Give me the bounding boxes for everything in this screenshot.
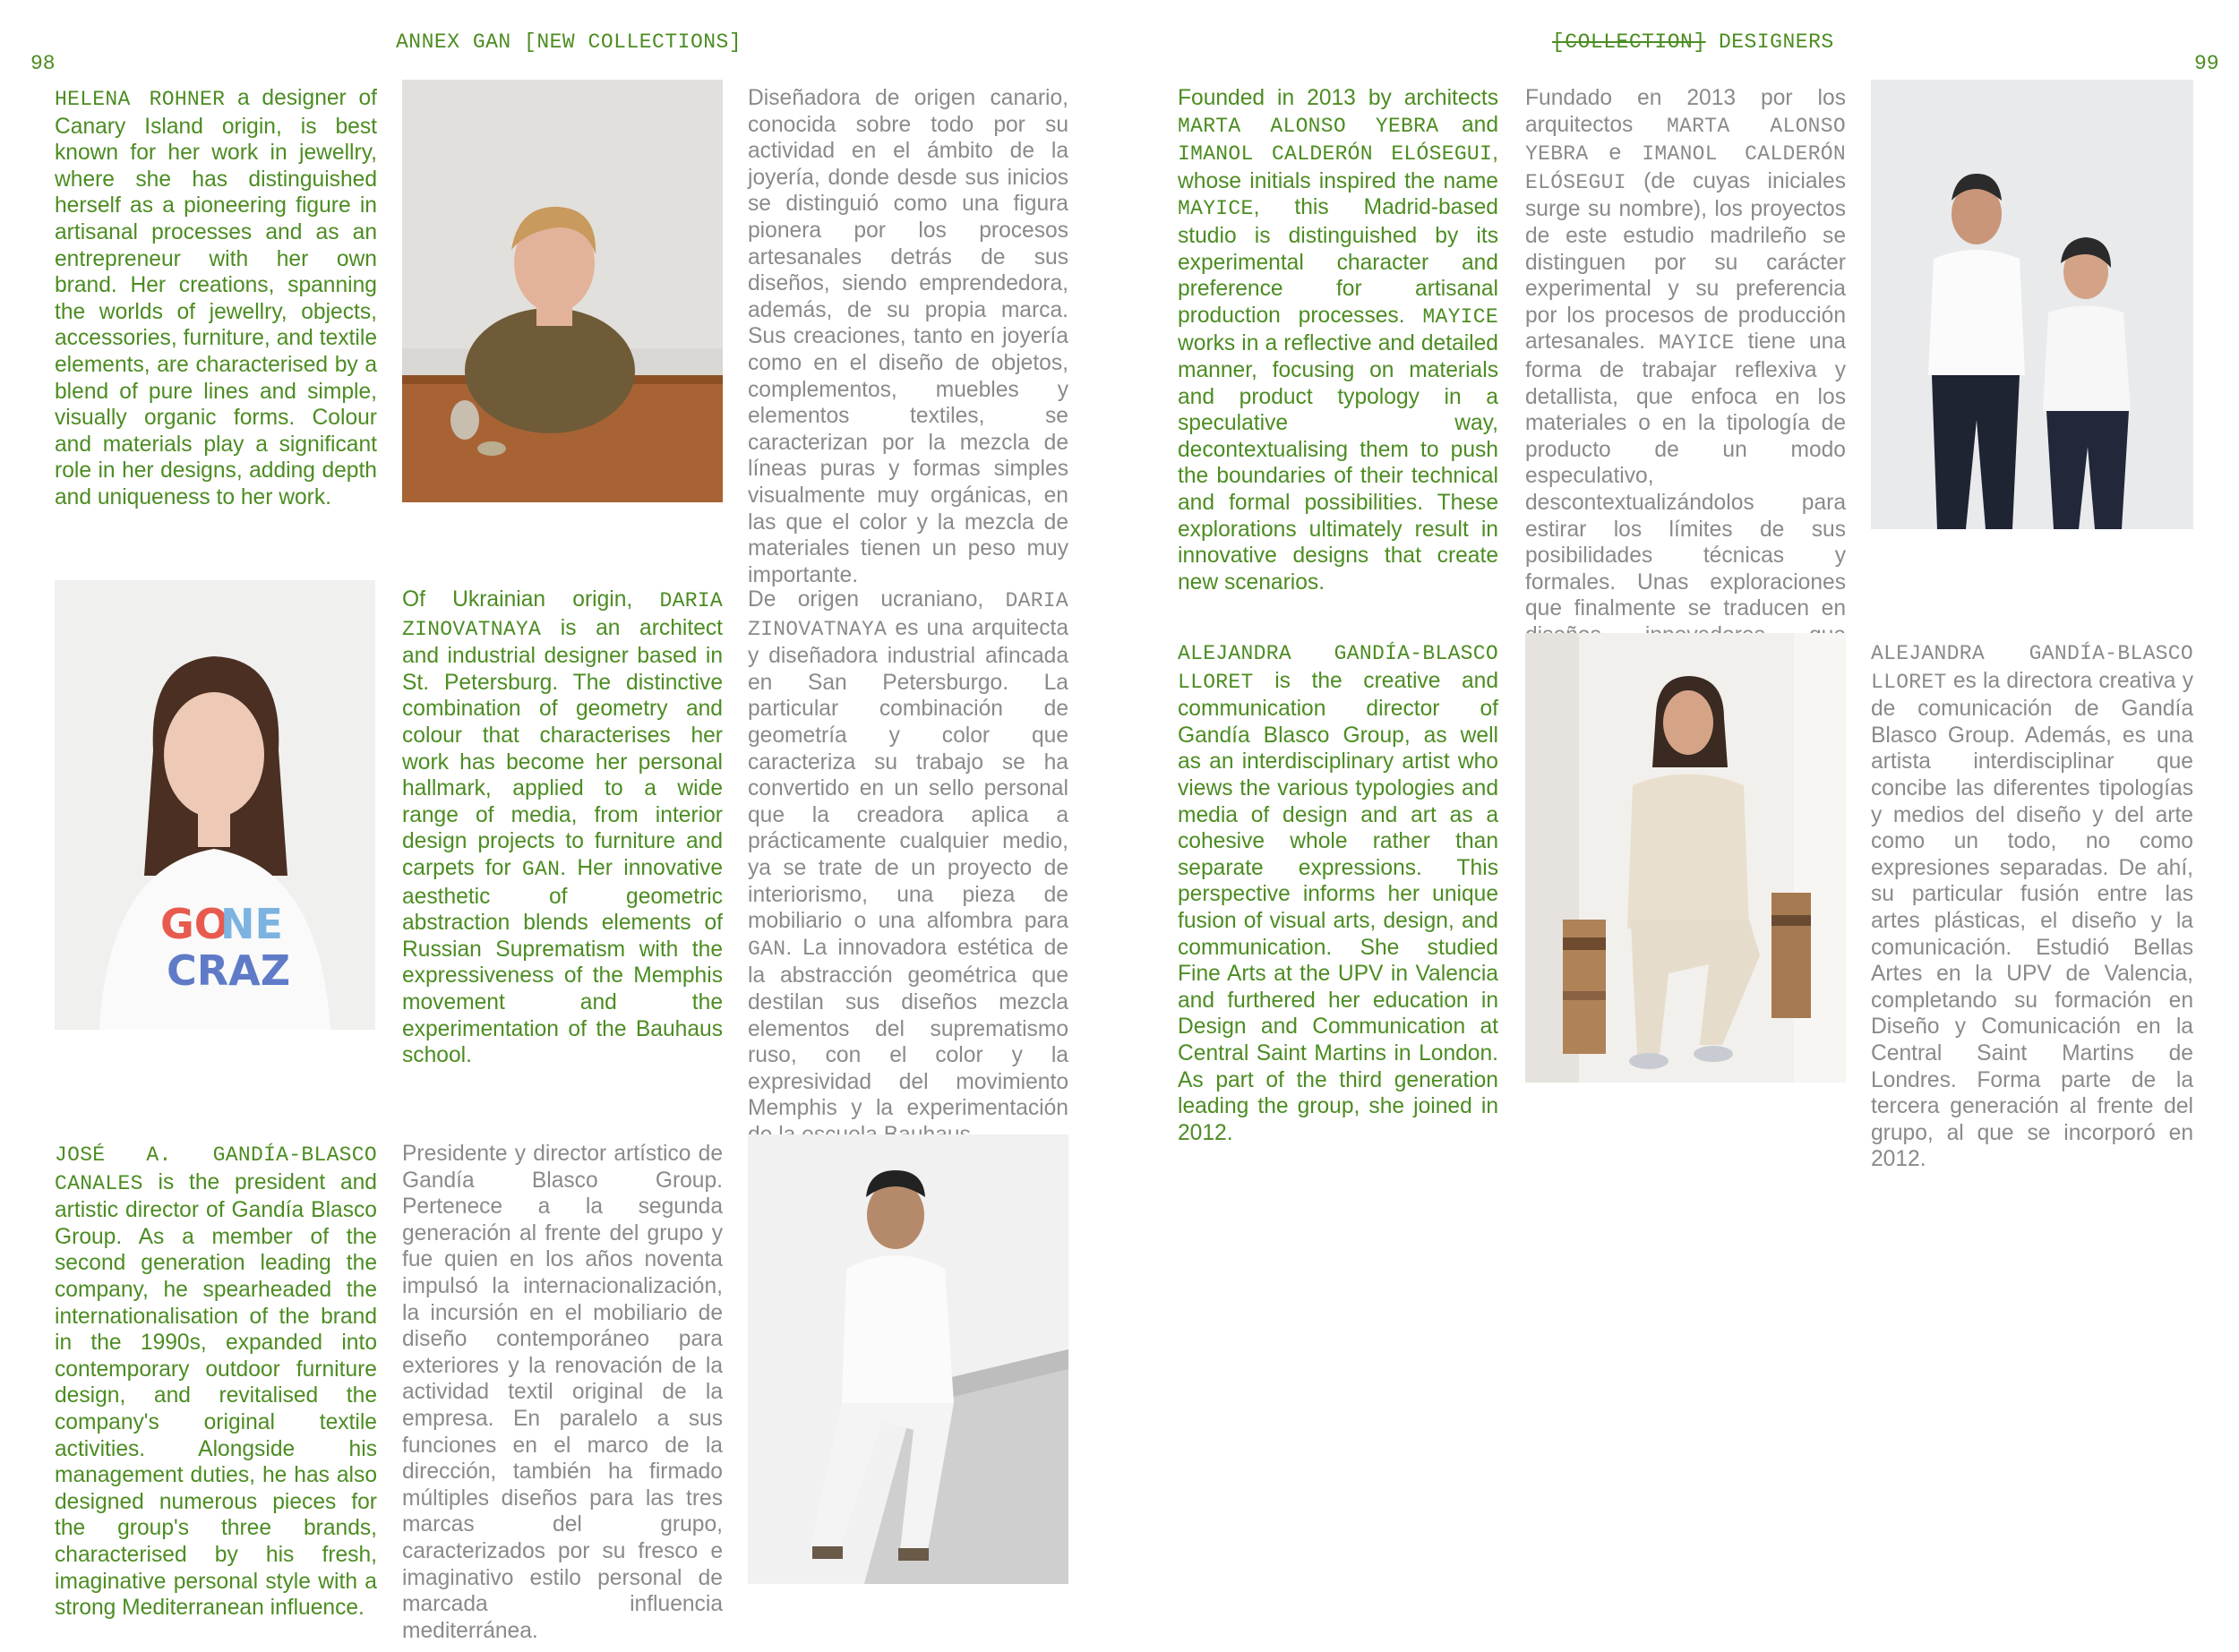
bio-text: works in a reflective and detailed manner, focusing on materials and product typology in a speculative way, decontextualising them to push the boundaries of their technical and formal possibilities. These explorations ultimately result in innovative designs that create new scenarios. — [1178, 331, 1498, 595]
designer-name: JOSÉ A. GANDÍA-BLASCO CANALES — [55, 1143, 377, 1195]
bio-text: De origen ucraniano, — [748, 587, 1006, 612]
brand-name: GAN — [521, 857, 561, 881]
bio-text: is the president and artistic director of Gandía Blasco Group. As a member of the second generation leading the company, he spearheaded the internationalisation of the brand in the 1990s, expanded into contemporary outdoor furniture design, and revitalised the company's original textile activities. Alongside his management duties, he has also designed numerous pieces for the group's three brands, characterised by his fresh, imaginative personal style with a strong Mediterranean influence. — [55, 1169, 377, 1621]
bio-text: and — [1438, 112, 1499, 137]
left-page-number: 98 — [30, 52, 56, 75]
bio-text: es una arquitecta y diseñadora industrial afincada en San Petersburgo. La particular combinación de geometría y color que caracteriza su trabajo se ha convertido en un sello personal que la creadora aplica a prácticamente cualquier medio, ya se trate de un proyecto de interiorismo, una pieza de mobiliario o una alfombra para — [748, 615, 1068, 934]
designer-name: DARIA ZINOVATNAYA — [748, 589, 1068, 641]
bio-text: (de cuyas iniciales surge su nombre), los proyectos de este estudio madrileño se distinguen por su carácter experimental y su preferencia por los procesos de producción artesanales. — [1525, 168, 1846, 355]
jose-bio-en — [55, 1141, 377, 1622]
bio-text: Founded in 2013 by architects — [1178, 86, 1498, 110]
svg-text:CRAZ: CRAZ — [167, 946, 291, 995]
rohner-bio-en — [55, 85, 377, 511]
studio-name: MAYICE — [1178, 197, 1254, 221]
running-head-struck: [COLLECTION] — [1552, 30, 1706, 54]
tshirt-print: GO — [160, 900, 229, 948]
alejandra-bio-en — [1178, 639, 1498, 1146]
bio-text: Of Ukrainian origin, — [402, 587, 660, 612]
bio-text: Fundado en 2013 por los arquitectos — [1525, 86, 1846, 137]
studio-name: MAYICE — [1659, 331, 1735, 355]
bio-text: . Her innovative aesthetic of geometric abstraction blends elements of Russian Suprematism with the expressiveness of the Memphis movement and the experimentation of the Bauhaus school. — [402, 855, 723, 1068]
zinovatnaya-bio-en — [402, 586, 723, 1069]
jose-gandia-blasco-photo — [748, 1134, 1068, 1584]
brand-name: GAN — [748, 937, 786, 961]
designer-name: ALEJANDRA GANDÍA-BLASCO LLORET — [1871, 642, 2193, 694]
bio-text: e — [1588, 141, 1643, 166]
designer-name: HELENA ROHNER — [55, 88, 226, 111]
studio-name: MAYICE — [1422, 304, 1498, 329]
alejandra-bio-es — [1871, 639, 2193, 1173]
bio-text: is an architect and industrial designer based in St. Petersburg. The distinctive combination of geometry and colour that characterises her work has become her personal hallmark, applied to a wide range of media, from interior design projects to furniture and carpets for — [402, 615, 723, 880]
bio-text: . La innovadora estética de la abstracción geométrica que destilan sus diseños mezcla elementos del suprematismo ruso, con el color y la expresividad del movimiento Memphis y la experimentación — [748, 935, 1068, 1121]
bio-text: es la directora creativa y de comunicación de Gandía Blasco Group. Además, es una artista interdisciplinar que concibe las diferentes tipologías y medios del diseño y del arte como un todo, no como expresiones separadas. De ahí, su particular fusión entre las artes plásticas, el diseño y la comunicación. Estudió Bellas Artes en la UPV de Valencia, completando su formación en Diseño y Comunicación en la Central Saint Martins de Londres. Forma parte de la tercera generación al frente del grupo, al que se incorporó en 2012. — [1871, 668, 2193, 1172]
mayice-bio-en — [1178, 85, 1498, 595]
daria-zinovatnaya-photo — [55, 580, 375, 1030]
designer-name: IMANOL CALDERÓN ELÓSEGUI — [1525, 142, 1846, 194]
bio-text: a designer of Canary Island origin, is best known for her work in jewellry, where she has distinguished herself as a pioneering figure in artisanal processes and as an entrepreneur with her own brand. Her creations, spanning the worlds of jewellry, objects, accessories, furniture, and textile elements, are characterised by a blend of pure lines and simple, visually organic forms. Colour and materials play a significant role in her designs, adding depth and uniqueness to her work. — [55, 86, 377, 509]
designer-name: IMANOL CALDERÓN ELÓSEGUI — [1178, 142, 1493, 167]
mayice-bio-es — [1525, 85, 1846, 702]
jose-bio-es: Presidente y director artístico de Gandía Blasco Group. Pertenece a la segunda generación al frente del grupo y fue quien en los años noventa impulsó la internacionalización, la incursión en el mobiliario de diseño contemporáneo para exteriores y la renovación de la actividad textil original de la empresa. En paralelo a sus funciones en el marco de la dirección, también ha firmado múltiples diseños para las tres marcas del grupo, caracterizados por su fresco e imaginativo estilo personal de marcada influencia mediterránea. — [402, 1142, 723, 1643]
designer-name: MARTA ALONSO YEBRA — [1178, 114, 1439, 138]
left-running-head: ANNEX GAN [NEW COLLECTIONS] — [396, 30, 742, 54]
zinovatnaya-bio-es — [748, 586, 1068, 1148]
designer-name: ALEJANDRA GANDÍA-BLASCO LLORET — [1178, 642, 1498, 694]
bio-text: , this Madrid-based studio is distinguished by its experimental character and preference for artisanal production processes. — [1178, 195, 1498, 328]
helena-rohner-photo — [402, 80, 723, 502]
designer-name: MARTA ALONSO YEBRA — [1525, 114, 1846, 167]
mayice-founders-photo — [1871, 80, 2193, 529]
alejandra-gandia-blasco-photo — [1525, 633, 1846, 1083]
bio-text: tiene una forma de trabajar reflexiva y detallista, que enfoca en los materiales o en la tipología de producto de un modo especulativo, descontextualizándolos para estirar los límites de sus posibilidades técnicas y formales. Unas exploraciones que finalmente se traducen en — [1525, 330, 1846, 621]
bio-text: , whose initials inspired the name — [1178, 141, 1498, 193]
right-page-number: 99 — [2194, 52, 2219, 75]
right-running-head — [1552, 30, 1834, 54]
running-head-title: DESIGNERS — [1718, 30, 1834, 54]
svg-text:NE: NE — [220, 900, 283, 948]
rohner-bio-es: Diseñadora de origen canario, conocida sobre todo por su actividad en el ámbito de la joyería, donde desde sus inicios se distinguió como una figura pionera por los procesos artesanales detrás de sus diseños, siendo emprendedora, además, de su propia marca. Sus creaciones, tanto en joyería como en el diseño de objetos, complementos, muebles y elementos textiles, se caracterizan por la mezcla de líneas puras y formas simples visualmente muy orgánicas, en las que el color y la mezcla de materiales tienen un peso muy importante. — [748, 86, 1068, 587]
bio-text: is the creative and communication director of Gandía Blasco Group, as well as an interdisciplinary artist who views the various typologies and media of design and art as a cohesive whole rather than separate expressions. This perspective informs her unique fusion of visual arts, design, and communication. She studied Fine Arts at the UPV in Valencia and furthered her education in Design and Communication at Central Saint Martins in London. As part of the third generation leading the group, she joined in 2012. — [1178, 668, 1498, 1145]
designer-name: DARIA ZINOVATNAYA — [402, 589, 723, 641]
